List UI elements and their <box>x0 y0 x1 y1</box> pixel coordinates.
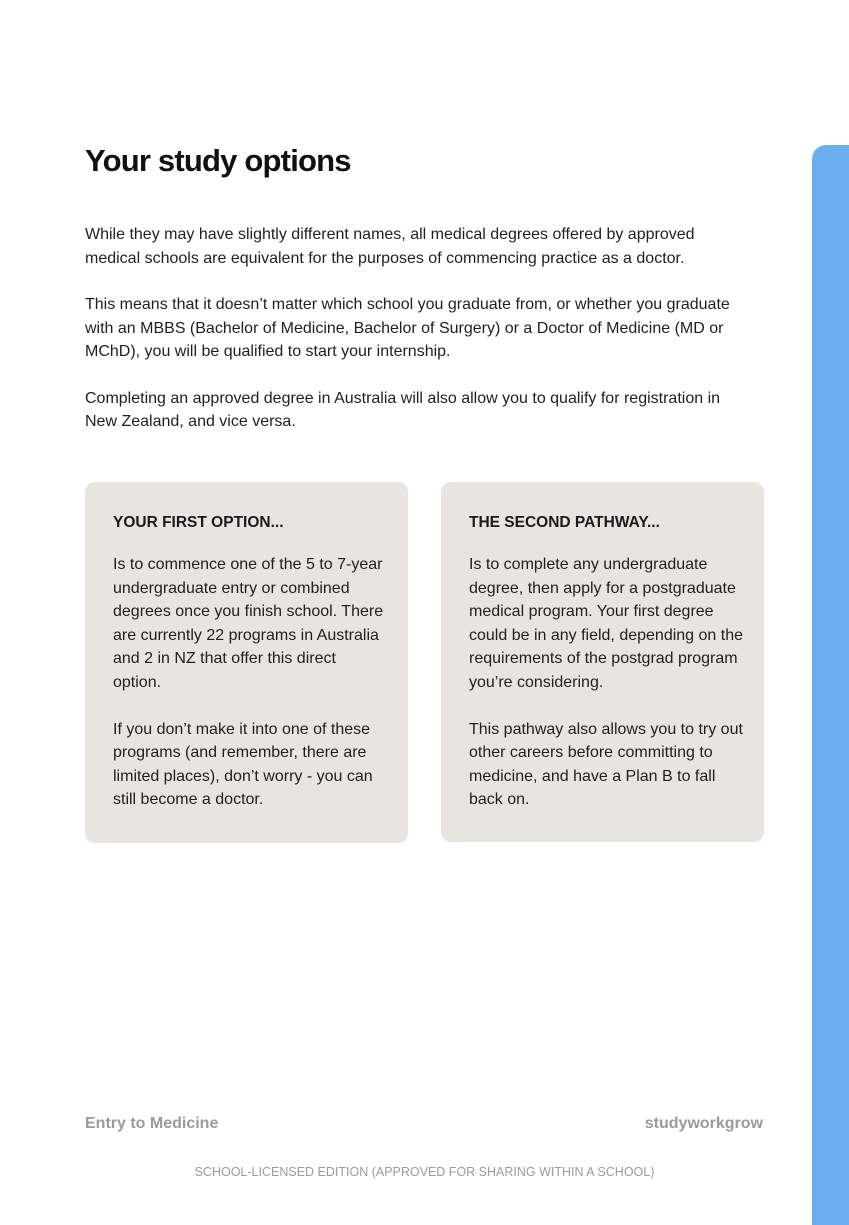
first-option-card <box>85 482 408 843</box>
side-accent-tab <box>812 145 849 1225</box>
license-note: SCHOOL-LICENSED EDITION (APPROVED FOR SHARING WITHIN A SCHOOL) <box>194 1165 655 1179</box>
card-heading: YOUR FIRST OPTION... <box>113 514 284 531</box>
second-pathway-card <box>441 482 764 842</box>
intro-paragraph: While they may have slightly different names, all medical degrees offered by approved medical schools are equivalent for the purposes of commencing practice as a doctor. <box>85 226 695 267</box>
card-paragraph: This pathway also allows you to try out other careers before committing to medicine, and have a Plan B to fall back on. <box>469 720 743 808</box>
card-heading: THE SECOND PATHWAY... <box>469 514 660 531</box>
card-paragraph: Is to complete any undergraduate degree, then apply for a postgraduate medical program. Your first degree could be in any field, depending on the requirements of the postgrad program you’re considering. <box>469 556 743 691</box>
intro-paragraph: Completing an approved degree in Australia will also allow you to qualify for registration in New Zealand, and vice versa. <box>85 389 721 430</box>
page-title: Your study options <box>85 143 351 178</box>
card-paragraph: Is to commence one of the 5 to 7-year undergraduate entry or combined degrees once you finish school. There are currently 22 programs in Australia and 2 in NZ that offer this direct option. <box>113 556 384 691</box>
intro-paragraph: This means that it doesn’t matter which school you graduate from, or whether you graduate with an MBBS (Bachelor of Medicine, Bachelor of Surgery) or a Doctor of Medicine (MD or MChD), you will be qualified to start your internship. <box>85 296 730 360</box>
intro-section <box>85 223 745 457</box>
footer-document-title: Entry to Medicine <box>85 1115 219 1132</box>
footer-brand: studyworkgrow <box>644 1115 763 1132</box>
card-paragraph: If you don’t make it into one of these programs (and remember, there are limited places), don’t worry - you can still become a doctor. <box>113 720 373 808</box>
